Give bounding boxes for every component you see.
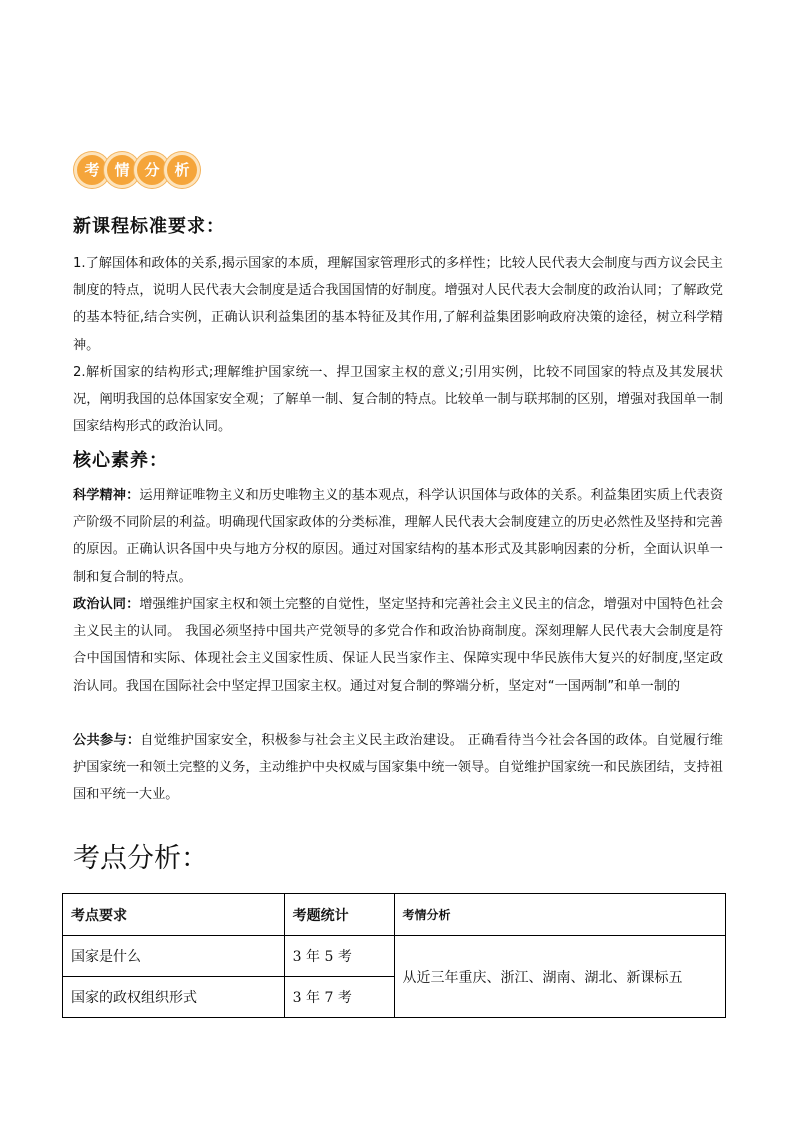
literacy-label: 政治认同：: [73, 597, 140, 612]
badge-char: 分: [134, 152, 170, 188]
literacy-heading: 核心素养：: [73, 450, 168, 471]
literacy-item-public: [73, 727, 723, 809]
header-requirement: 考点要求: [63, 894, 285, 936]
badge-char: 考: [74, 152, 110, 188]
curriculum-heading: 新课程标准要求：: [73, 216, 225, 237]
literacy-text: 运用辩证唯物主义和历史唯物主义的基本观点，科学认识国体与政体的关系。利益集团实质上代表资产阶级不同阶层的利益。明确现代国家政体的分类标准，理解人民代表大会制度建立的历史必然性及坚持和完善的原因。正确认识各国中央与地方分权的原因。通过对国家结构的基本形式及其影响因素的分析，全面认识单一制和复合制的特点。: [73, 488, 724, 585]
cell-analysis: 从近三年重庆、浙江、湖南、湖北、新课标五: [394, 936, 726, 1018]
header-analysis: 考情分析: [394, 894, 726, 936]
literacy-text: 增强维护国家主权和领土完整的自觉性，坚定坚持和完善社会主义民主的信念，增强对中国特色社会主义民主的认同。 我国必须坚持中国共产党领导的多党合作和政治协商制度。深刻理解人民代表大会制度是符合中国国情和实际、体现社会主义国家性质、保证人民当家作主、保障实现中华民族伟大复兴的好制度,坚定政治认同。我国在国际社会中坚定捍卫国家主权。通过对复合制的弊端分析，坚定对“一国两制”和单一制的: [73, 597, 724, 694]
cell-statistics: 3 年 5 考: [284, 936, 394, 977]
cell-statistics: 3 年 7 考: [284, 977, 394, 1018]
curriculum-paragraph-1: 1.了解国体和政体的关系,揭示国家的本质，理解国家管理形式的多样性；比较人民代表大会制度与西方议会民主制度的特点，说明人民代表大会制度是适合我国国情的好制度。增强对人民代表大会制度的政治认同；了解政党的基本特征,结合实例，正确认识利益集团的基本特征及其作用,了解利益集团影响政府决策的途径，树立科学精神。: [73, 256, 723, 353]
literacy-item-science: [73, 482, 723, 591]
curriculum-paragraph-2: 2.解析国家的结构形式;理解维护国家统一、捍卫国家主权的意义;引用实例，比较不同国家的特点及其发展状况，阐明我国的总体国家安全观；了解单一制、复合制的特点。比较单一制与联邦制的区别，增强对我国单一制国家结构形式的政治认同。: [73, 365, 723, 435]
literacy-item-politics: [73, 591, 723, 700]
section-badge: [74, 152, 194, 188]
cell-requirement: 国家的政权组织形式: [63, 977, 285, 1018]
exam-analysis-title: 考点分析：: [73, 843, 208, 874]
literacy-label: 科学精神：: [73, 488, 140, 503]
exam-points-table: [62, 893, 726, 1018]
literacy-label: 公共参与：: [73, 733, 141, 748]
badge-char: 情: [104, 152, 140, 188]
table-header-row: [63, 894, 726, 936]
cell-requirement: 国家是什么: [63, 936, 285, 977]
literacy-text: 自觉维护国家安全，积极参与社会主义民主政治建设。 正确看待当今社会各国的政体。自觉履行维护国家统一和领土完整的义务，主动维护中央权威与国家集中统一领导。自觉维护国家统一和民族团结，支持祖国和平统一大业。: [73, 733, 723, 803]
badge-char: 析: [164, 152, 200, 188]
header-statistics: 考题统计: [284, 894, 394, 936]
table-row: [63, 936, 726, 977]
